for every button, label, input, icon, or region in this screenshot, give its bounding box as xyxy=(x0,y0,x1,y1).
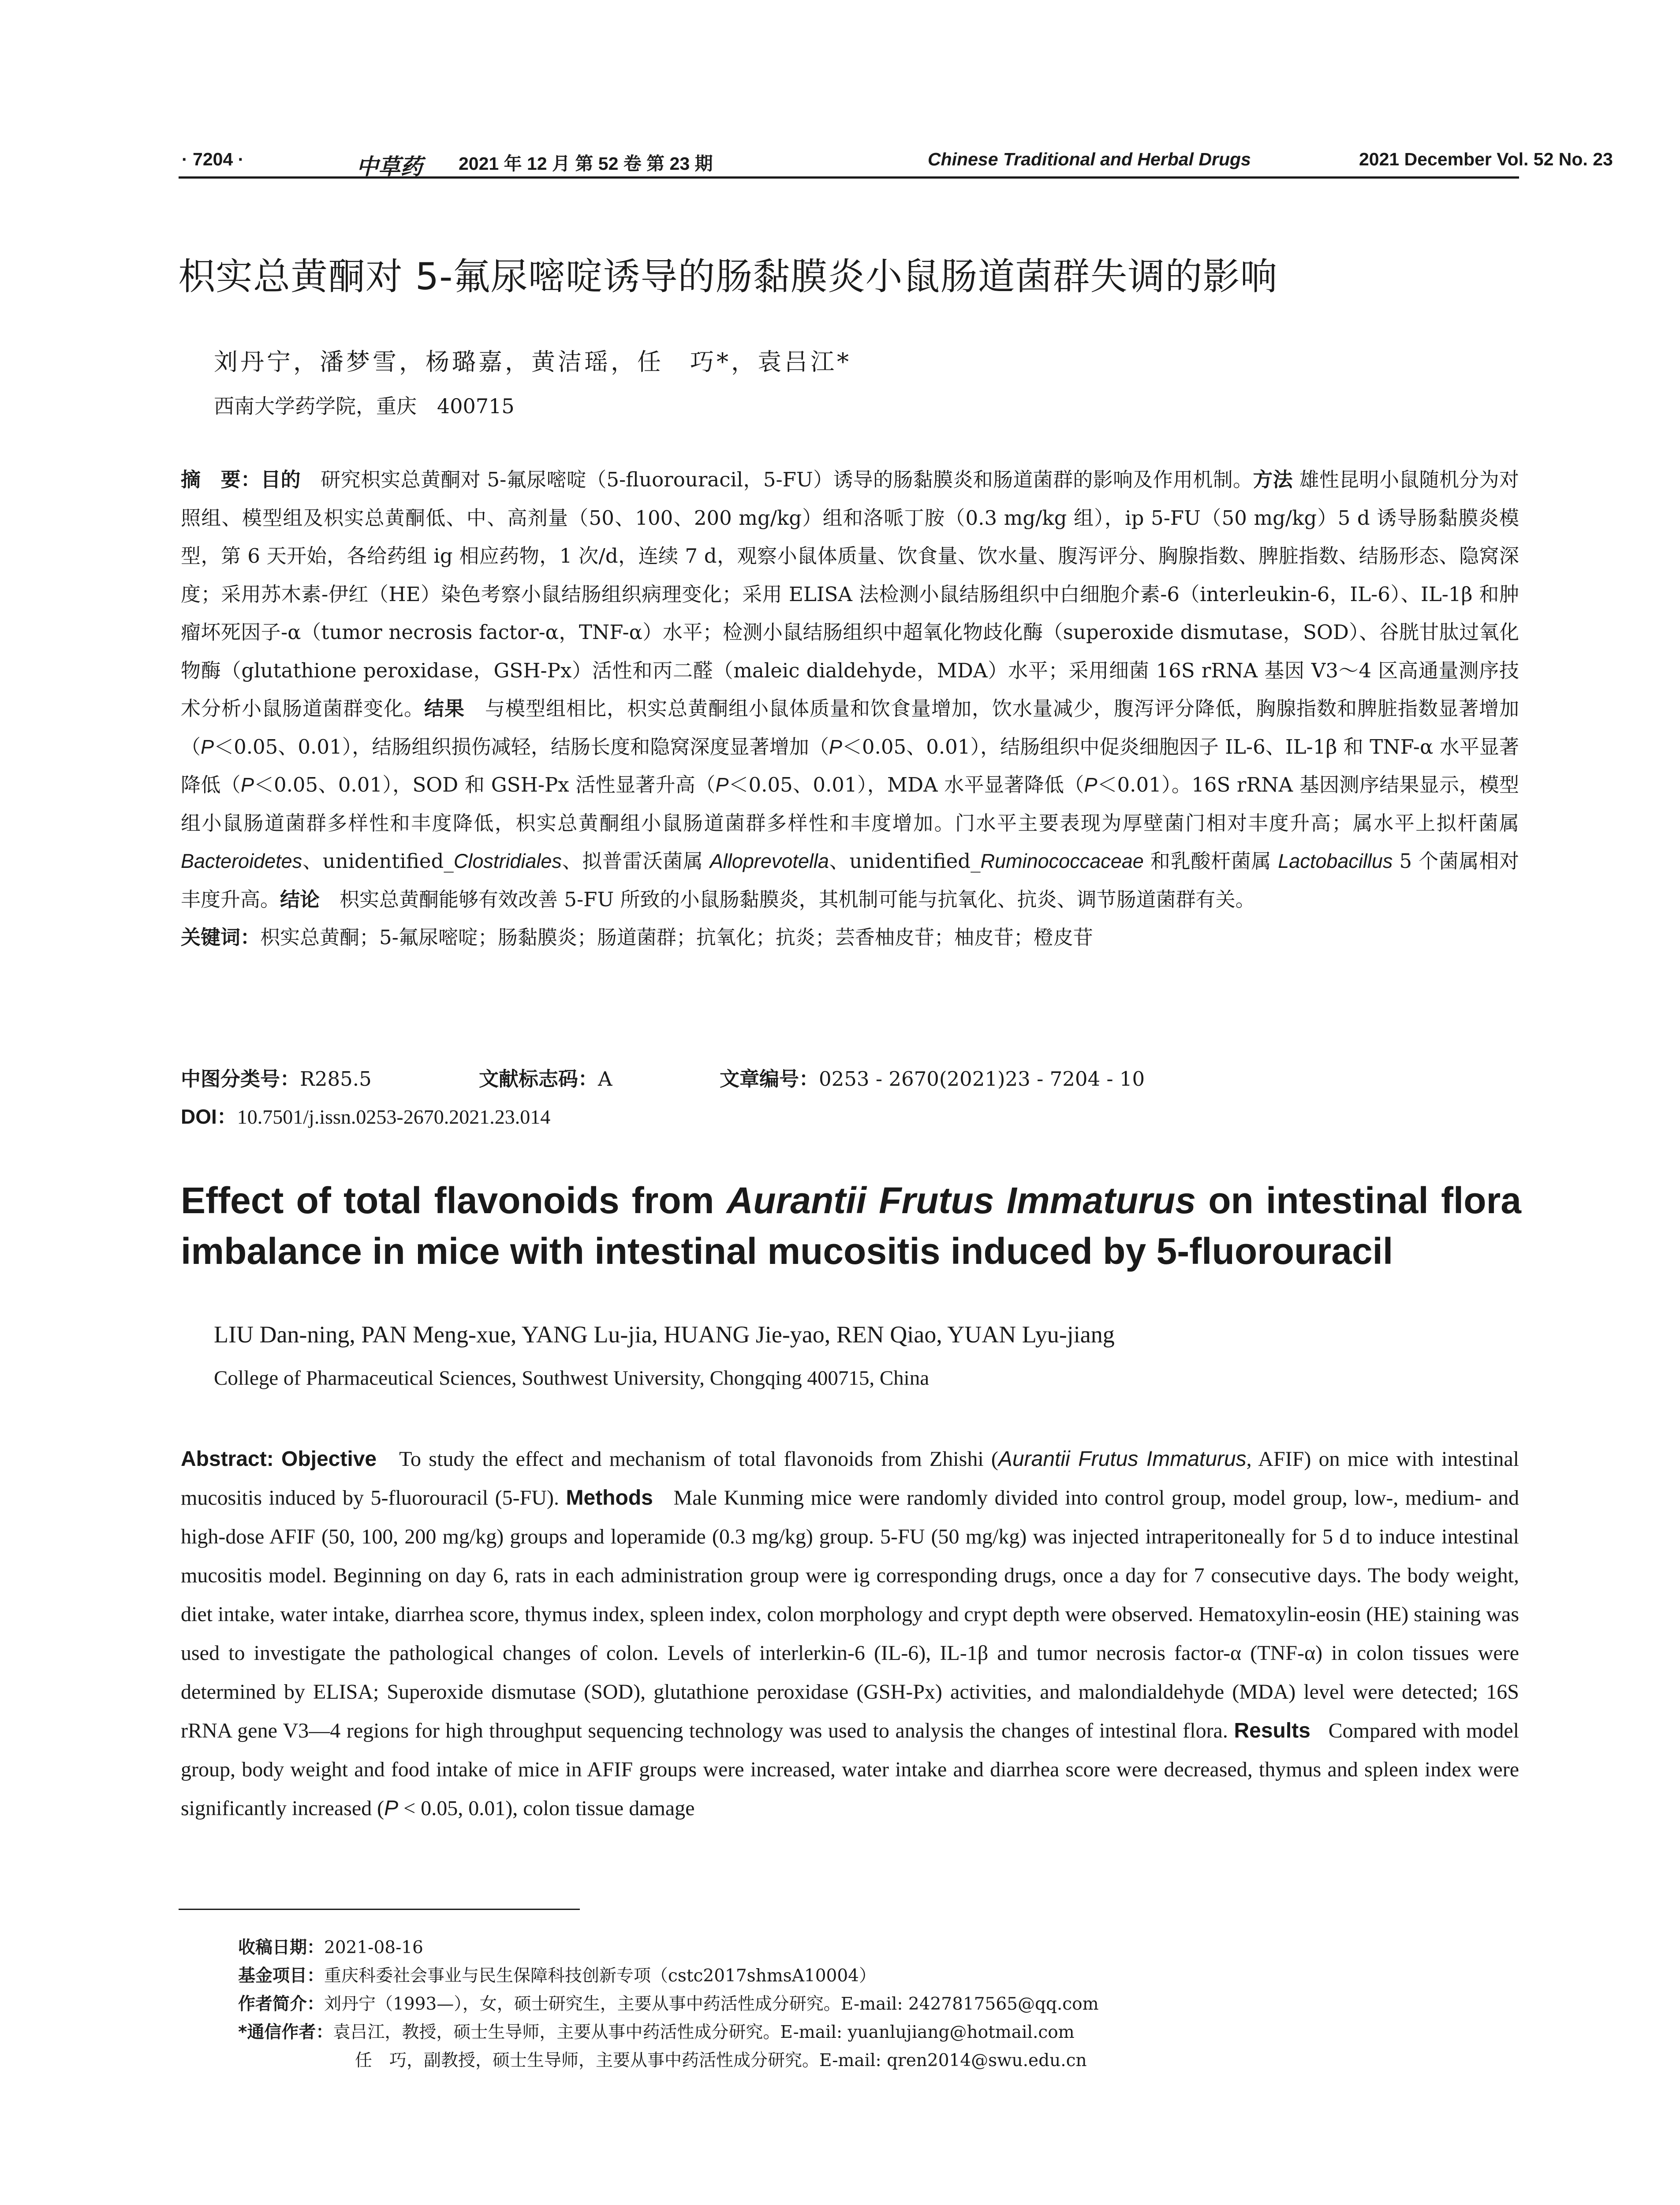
page-number: · 7204 · xyxy=(182,149,244,169)
footnotes xyxy=(238,1934,1099,2075)
conclusion-text-cn: 枳实总黄酮能够有效改善 5-FU 所致的小鼠肠黏膜炎，其机制可能与抗氧化、抗炎、调节肠道菌群有关。 xyxy=(340,887,1255,911)
methods-label-cn: 方法 xyxy=(1253,468,1293,491)
objective-label-cn: 目的 xyxy=(261,468,301,491)
results-text-cn: ＜0.05、0.01），MDA 水平显著降低（ xyxy=(728,773,1084,796)
doi-label: DOI： xyxy=(181,1105,237,1128)
results-text-en: Compared with model group, body weight and food intake of mice in AFIF groups were increased, water intake and diarrhea score were decreased, thymus and spleen index were significantly increased ( xyxy=(181,1719,1519,1820)
chinese-abstract xyxy=(181,461,1519,957)
results-text-cn: ＜0.05、0.01），结肠组织损伤减轻，结肠长度和隐窝深度显著增加（ xyxy=(214,735,829,759)
received-value: 2021-08-16 xyxy=(324,1938,423,1958)
fund-info xyxy=(238,1962,1099,1990)
author-label: 作者简介： xyxy=(238,1994,325,2014)
english-title-part: imbalance in mice with intestinal mucositis induced by 5-fluorouracil xyxy=(181,1230,1393,1272)
article-number xyxy=(720,1063,1145,1091)
p-value-symbol: P xyxy=(201,735,214,758)
results-text-cn: ＜0.05、0.01），结肠组织中促炎细胞因子 IL-6、IL-1β 和 TNF-α 水平显著降低（ xyxy=(181,735,1519,796)
corresponding-value: 袁吕江，教授，硕士生导师，主要从事中药活性成分研究。E-mail: yuanlujiang@hotmail.com xyxy=(333,2022,1075,2042)
results-text-en: < 0.05, 0.01), colon tissue damage xyxy=(398,1797,695,1820)
results-text-cn: ＜0.05、0.01），SOD 和 GSH-Px 活性显著升高（ xyxy=(254,773,716,796)
p-value-symbol: P xyxy=(384,1797,399,1820)
document-code-value: A xyxy=(598,1067,612,1091)
classification-value: R285.5 xyxy=(300,1067,372,1091)
methods-label-en: Methods xyxy=(566,1486,653,1510)
received-date xyxy=(238,1934,1099,1962)
genus-name: Alloprevotella xyxy=(709,850,829,872)
objective-text-en: To study the effect and mechanism of total flavonoids from Zhishi ( xyxy=(399,1447,998,1471)
results-label-cn: 结果 xyxy=(424,697,465,720)
p-value-symbol: P xyxy=(240,774,254,796)
received-label: 收稿日期： xyxy=(238,1938,325,1958)
english-affiliation: College of Pharmaceutical Sciences, Southwest University, Chongqing 400715, China xyxy=(214,1367,930,1390)
results-text-cn: 、拟普雷沃菌属 xyxy=(561,849,710,873)
chinese-affiliation: 西南大学药学院，重庆 400715 xyxy=(214,394,515,418)
objective-text-en: , AFIF) on mice with intestinal mucositis induced by 5-fluorouracil (5-FU). xyxy=(181,1447,1519,1510)
chinese-authors: 刘丹宁，潘梦雪，杨璐嘉，黄洁瑶，任 巧*，袁吕江* xyxy=(214,348,851,376)
objective-label-en: Objective xyxy=(281,1447,377,1471)
article-number-label: 文章编号： xyxy=(720,1067,819,1091)
p-value-symbol: P xyxy=(715,774,729,796)
keywords-label: 关键词： xyxy=(181,926,261,949)
results-text-cn: 、unidentified_ xyxy=(829,849,981,873)
english-title xyxy=(181,1175,1521,1277)
results-label-en: Results xyxy=(1234,1719,1310,1742)
latin-name: Aurantii Frutus Immaturus xyxy=(998,1447,1247,1471)
running-head xyxy=(182,141,1613,179)
objective-text-cn: 研究枳实总黄酮对 5-氟尿嘧啶（5-fluorouracil，5-FU）诱导的肠黏膜炎和肠道菌群的影响及作用机制。 xyxy=(321,468,1253,491)
genus-name: Bacteroidetes xyxy=(181,850,302,872)
english-title-part: on intestinal flora xyxy=(1196,1180,1521,1221)
journal-name-cn: 中草药 xyxy=(356,153,422,179)
footnote-rule xyxy=(179,1909,580,1910)
doi-value[interactable]: 10.7501/j.issn.0253-2670.2021.23.014 xyxy=(237,1106,551,1128)
chinese-title: 枳实总黄酮对 5-氟尿嘧啶诱导的肠黏膜炎小鼠肠道菌群失调的影响 xyxy=(178,255,1278,298)
doi xyxy=(181,1101,550,1130)
genus-name: Lactobacillus xyxy=(1278,850,1393,872)
results-text-cn: ＜0.01）。16S rRNA 基因测序结果显示，模型组小鼠肠道菌群多样性和丰度降低，枳实总黄酮组小鼠肠道菌群多样性和丰度增加。门水平主要表现为厚壁菌门相对丰度升高；属水平上拟杆菌属 xyxy=(181,773,1519,835)
corresponding-author-2: 任 巧，副教授，硕士生导师，主要从事中药活性成分研究。E-mail: qren2014@swu.edu.cn xyxy=(355,2051,1087,2070)
document-code-label: 文献标志码： xyxy=(479,1067,598,1091)
abstract-label-cn: 摘 要： xyxy=(181,468,261,491)
genus-name: Ruminococcaceae xyxy=(980,850,1144,872)
abstract-label-en: Abstract: xyxy=(181,1447,274,1471)
document-code xyxy=(479,1063,612,1091)
corresponding-label: *通信作者： xyxy=(238,2022,333,2042)
author-info xyxy=(238,1990,1099,2018)
corresponding-author xyxy=(238,2018,1099,2047)
english-abstract xyxy=(181,1440,1519,1828)
genus-name: Clostridiales xyxy=(453,850,562,872)
p-value-symbol: P xyxy=(1084,774,1098,796)
english-title-latin-name: Aurantii Frutus Immaturus xyxy=(726,1180,1196,1221)
issue-cn: 2021 年 12 月 第 52 卷 第 23 期 xyxy=(459,153,713,174)
header-rule xyxy=(179,176,1519,179)
results-text-cn: 与模型组相比，枳实总黄酮组小鼠体质量和饮食量增加，饮水量减少，腹泻评分降低，胸腺指数和脾脏指数显著增加（ xyxy=(181,697,1519,759)
issue-en: 2021 December Vol. 52 No. 23 xyxy=(1359,149,1613,169)
english-title-part: Effect of total flavonoids from xyxy=(181,1180,727,1221)
english-authors: LIU Dan-ning, PAN Meng-xue, YANG Lu-jia, HUANG Jie-yao, REN Qiao, YUAN Lyu-jiang xyxy=(214,1321,1115,1348)
classification-number xyxy=(181,1063,372,1091)
article-number-value: 0253 - 2670(2021)23 - 7204 - 10 xyxy=(819,1067,1145,1091)
journal-name-en: Chinese Traditional and Herbal Drugs xyxy=(928,149,1251,169)
p-value-symbol: P xyxy=(829,735,842,758)
author-value: 刘丹宁（1993—），女，硕士研究生，主要从事中药活性成分研究。E-mail: 2427817565@qq.com xyxy=(324,1994,1099,2014)
methods-text-en: Male Kunming mice were randomly divided into control group, model group, low-, medium- and high-dose AFIF (50, 100, 200 mg/kg) groups and loperamide (0.3 mg/kg) group. 5-FU (50 mg/kg) was injected intraperitoneally for 5 d to induce intestinal mucositis model. Beginning on day 6, rats in each administration group were ig corresponding drugs, once a day for 7 consecutive days. The body weight, diet intake, water intake, diarrhea score, thymus index, spleen index, colon morphology and crypt depth were observed. Hematoxylin-eosin (HE) staining was used to investigate the pathological changes of colon. Levels of interlerkin-6 (IL-6), IL-1β and tumor necrosis factor-α (TNF-α) in colon tissues were determined by ELISA; Superoxide dismutase (SOD), glutathione peroxidase (GSH-Px) activities, and malondialdehyde (MDA) level were detected; 16S rRNA gene V3—4 regions for high throughput sequencing technology was used to analysis the changes of intestinal flora. xyxy=(181,1486,1519,1742)
fund-value: 重庆科委社会事业与民生保障科技创新专项（cstc2017shmsA10004） xyxy=(324,1966,876,1986)
conclusion-label-cn: 结论 xyxy=(280,887,320,911)
methods-text-cn: 雄性昆明小鼠随机分为对照组、模型组及枳实总黄酮低、中、高剂量（50、100、200 mg/kg）组和洛哌丁胺（0.3 mg/kg 组），ip 5-FU（50 mg/kg）5 d 诱导肠黏膜炎模型，第 6 天开始，各给药组 ig 相应药物，1 次/d，连续 7 d，观察小鼠体质量、饮食量、饮水量、腹泻评分、胸腺指数、脾脏指数、结肠形态、隐窝深度；采用苏木素-伊红（HE）染色考察小鼠结肠组织病理变化；采用 ELISA 法检测小鼠结肠组织中白细胞介素-6（interleukin-6，IL-6）、IL-1β 和肿瘤坏死因子-α（tumor necrosis factor-α，TNF-α）水平；检测小鼠结肠组织中超氧化物歧化酶（superoxide dismutase，SOD）、谷胱甘肽过氧化物酶（glutathione peroxidase，GSH-Px）活性和丙二醛（maleic dialdehyde，MDA）水平；采用细菌 16S rRNA 基因 V3～4 区高通量测序技术分析小鼠肠道菌群变化。 xyxy=(181,468,1519,720)
keywords: 枳实总黄酮；5-氟尿嘧啶；肠黏膜炎；肠道菌群；抗氧化；抗炎；芸香柚皮苷；柚皮苷；橙皮苷 xyxy=(260,926,1093,949)
fund-label: 基金项目： xyxy=(238,1966,325,1986)
classification-label: 中图分类号： xyxy=(181,1067,300,1091)
results-text-cn: 5 个菌属相对丰度升高。 xyxy=(181,849,1519,911)
results-text-cn: 、unidentified_ xyxy=(302,849,454,873)
results-text-cn: 和乳酸杆菌属 xyxy=(1143,849,1278,873)
